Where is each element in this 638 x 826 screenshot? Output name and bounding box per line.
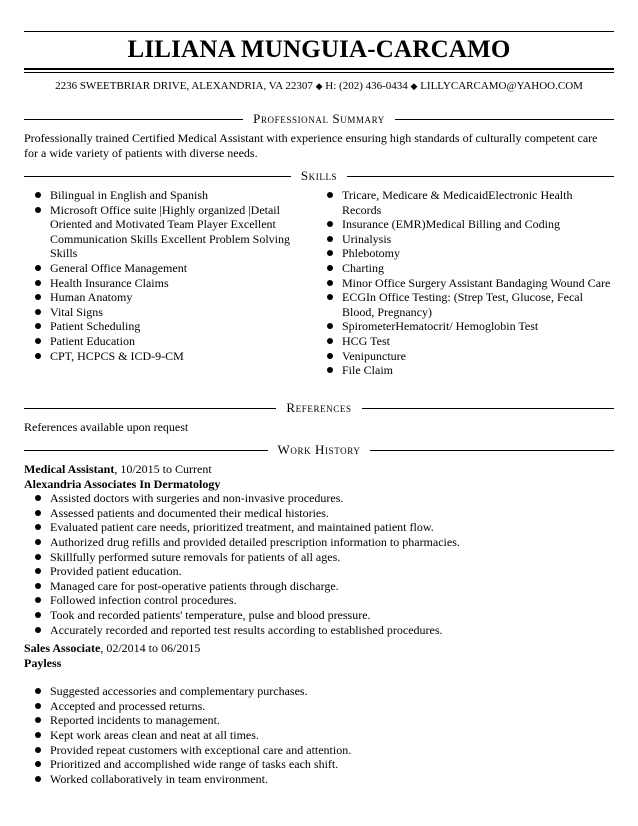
duty-item: Followed infection control procedures. [24,593,614,608]
skill-item: Insurance (EMR)Medical Billing and Coding [316,217,614,232]
contact-phone: H: (202) 436-0434 [325,80,408,92]
section-title-work-history: Work History [272,442,367,457]
duty-item: Authorized drug refills and provided detailed prescription information to pharmacies. [24,535,614,550]
job-dates: , 10/2015 to Current [114,462,212,476]
candidate-name: LILIANA MUNGUIA-CARCAMO [127,36,511,63]
duty-item: Worked collaboratively in team environment. [24,772,614,787]
duty-item: Skillfully performed suture removals for patients of all ages. [24,550,614,565]
section-header-work-history [24,442,614,458]
diamond-separator-icon: ◆ [315,81,323,91]
duty-item: Accepted and processed returns. [24,699,614,714]
job-heading [24,462,614,477]
skills-list-right [316,188,614,378]
skill-item: Patient Scheduling [24,319,314,334]
skill-item: General Office Management [24,261,314,276]
section-title-references: References [280,400,357,415]
duty-item: Provided repeat customers with exceptional care and attention. [24,743,614,758]
duty-item: Reported incidents to management. [24,713,614,728]
skills-list-left [24,188,314,363]
section-header-skills [24,168,614,184]
diamond-separator-icon: ◆ [410,81,418,91]
skill-item: Minor Office Surgery Assistant Bandaging Wound Care [316,276,614,291]
contact-line [0,80,638,93]
duty-item: Assisted doctors with surgeries and non-invasive procedures. [24,491,614,506]
job-duties-list [24,491,614,637]
skill-item: Charting [316,261,614,276]
skill-item: Vital Signs [24,305,314,320]
duty-item: Kept work areas clean and neat at all times. [24,728,614,743]
duty-item: Evaluated patient care needs, prioritized treatment, and maintained patient flow. [24,520,614,535]
header-rule-thin [24,72,614,73]
duty-item: Accurately recorded and reported test results according to established procedures. [24,623,614,638]
summary-text: Professionally trained Certified Medical Assistant with experience ensuring high standards of culturally competent care for a wide variety of patients with diverse needs. [24,131,598,160]
duty-item: Suggested accessories and complementary purchases. [24,684,614,699]
job-dates: , 02/2014 to 06/2015 [100,641,201,655]
skill-item: Urinalysis [316,232,614,247]
job-heading [24,641,614,656]
skill-item: Venipuncture [316,349,614,364]
top-rule-thin [24,31,614,32]
skill-item: Tricare, Medicare & MedicaidElectronic Health Records [316,188,614,217]
skill-item: Human Anatomy [24,290,314,305]
duty-item: Managed care for post-operative patients through discharge. [24,579,614,594]
contact-address: 2236 SWEETBRIAR DRIVE, ALEXANDRIA, VA 22307 [55,80,313,92]
job-entry-medical-assistant [24,462,614,637]
skill-item: CPT, HCPCS & ICD-9-CM [24,349,314,364]
duty-item: Provided patient education. [24,564,614,579]
section-header-references [24,400,614,416]
job-company: Payless [24,655,62,670]
skill-item: ECGIn Office Testing: (Strep Test, Glucose, Fecal Blood, Pregnancy) [316,290,614,319]
job-company: Alexandria Associates In Dermatology [24,476,221,491]
skill-item: Microsoft Office suite |Highly organized |Detail Oriented and Motivated Team Player Excellent Communication Skills Excellent Problem Solving Skills [24,203,314,261]
header-rule-thick [24,68,614,70]
skill-item: Health Insurance Claims [24,276,314,291]
section-header-summary [24,111,614,127]
job-duties-list [24,684,614,786]
skill-item: Patient Education [24,334,314,349]
skill-item: HCG Test [316,334,614,349]
contact-email: LILLYCARCAMO@YAHOO.COM [420,80,583,92]
duty-item: Assessed patients and documented their medical histories. [24,506,614,521]
job-entry-sales-associate [24,641,614,786]
skill-item: Bilingual in English and Spanish [24,188,314,203]
skill-item: File Claim [316,363,614,378]
job-position: Medical Assistant [24,462,115,476]
skill-item: SpirometerHematocrit/ Hemoglobin Test [316,319,614,334]
job-position: Sales Associate [24,641,101,655]
skill-item: Phlebotomy [316,246,614,261]
duty-item: Took and recorded patients' temperature, pulse and blood pressure. [24,608,614,623]
section-title-skills: Skills [295,168,343,183]
references-text: References available upon request [24,420,189,434]
section-title-summary: Professional Summary [247,111,391,126]
duty-item: Prioritized and accomplished wide range of tasks each shift. [24,757,614,772]
